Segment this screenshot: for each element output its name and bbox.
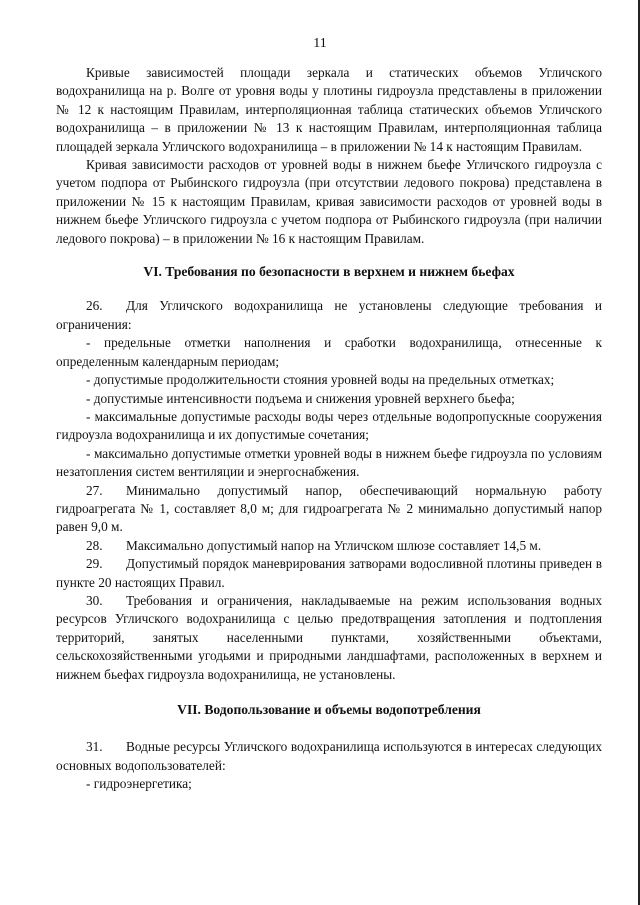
item-30-number: 30. bbox=[86, 592, 103, 608]
item-31-number: 31. bbox=[86, 739, 103, 755]
restriction-item-1: - предельные отметки наполнения и сработки водохранилища, отнесенные к определенным календарным периодам; bbox=[56, 335, 602, 369]
item-30 bbox=[56, 592, 602, 684]
restriction-item-2: - допустимые продолжительности стояния уровней воды на предельных отметках; bbox=[86, 372, 555, 388]
water-user-item-1: - гидроэнергетика; bbox=[86, 776, 192, 792]
restriction-item-5: - максимально допустимые отметки уровней воды в нижнем бьефе гидроузла по условиям незатопления систем вентиляции и энергоснабжения. bbox=[56, 445, 602, 480]
document-body bbox=[56, 64, 602, 794]
section-7-heading: VII. Водопользование и объемы водопотребления bbox=[177, 702, 481, 717]
item-29-text: Допустимый порядок маневрирования затворами водосливной плотины приведен в пункте 20 настоящих Правил. bbox=[56, 556, 602, 590]
item-27-number: 27. bbox=[86, 482, 103, 498]
section-6-heading: VI. Требования по безопасности в верхнем и нижнем бьефах bbox=[143, 264, 515, 280]
item-29 bbox=[56, 555, 602, 592]
page-number: 11 bbox=[313, 36, 327, 51]
item-28-text: Максимально допустимый напор на Угличском шлюзе составляет 14,5 м. bbox=[126, 537, 542, 553]
item-26-text: Для Угличского водохранилища не установлены следующие требования и ограничения: bbox=[56, 298, 602, 332]
restriction-item-3: - допустимые интенсивности подъема и снижения уровней верхнего бьефа; bbox=[86, 390, 515, 406]
restriction-item-4: - максимальные допустимые расходы воды через отдельные водопропускные сооружения гидроузла водохранилища и их допустимые сочетания; bbox=[56, 408, 602, 443]
item-28-number: 28. bbox=[86, 537, 103, 553]
intro-paragraph-2: Кривая зависимости расходов от уровней воды в нижнем бьефе Угличского гидроузла с учетом подпора от Рыбинского гидроузла (при отсутствии ледового покрова) представлена в приложении № 15 к настоящим Правилам, кривая зависимости расходов от уровней воды в нижнем бьефе Угличского гидроузла с учетом подпора от Рыбинского гидроузла (при наличии ледового покрова) – в приложении № 16 к настоящим Правилам. bbox=[56, 157, 602, 246]
item-26-number: 26. bbox=[86, 298, 103, 314]
item-29-number: 29. bbox=[86, 556, 103, 572]
intro-paragraph-1: Кривые зависимостей площади зеркала и статических объемов Угличского водохранилища на р. Волге от уровня воды у плотины гидроузла представлены в приложении № 12 к настоящим Правилам, интерполяционная таблица статических объемов Угличского водохранилища – в приложении № 13 к настоящим Правилам, интерполяционная таблица площадей зеркала Угличского водохранилища – в приложении № 14 к настоящим Правилам. bbox=[56, 65, 602, 154]
item-31 bbox=[56, 738, 602, 775]
item-31-text: Водные ресурсы Угличского водохранилища используются в интересах следующих основных водопользователей: bbox=[56, 739, 602, 773]
item-30-text: Требования и ограничения, накладываемые на режим использования водных ресурсов Угличского водохранилища с целью предотвращения затопления и подтопления территорий, занятых населенными пунктами, хозяйственными объектами, сельскохозяйственными угодьями и природными ландшафтами, расположенных в верхнем и нижнем бьефах гидроузла водохранилища, не установлены. bbox=[56, 592, 602, 682]
item-28 bbox=[56, 537, 602, 555]
item-27 bbox=[56, 482, 602, 537]
item-27-text: Минимально допустимый напор, обеспечивающий нормальную работу гидроагрегата № 1, составляет 8,0 м; для гидроагрегата № 2 минимально допустимый напор равен 9,0 м. bbox=[56, 482, 602, 535]
item-26 bbox=[56, 297, 602, 334]
